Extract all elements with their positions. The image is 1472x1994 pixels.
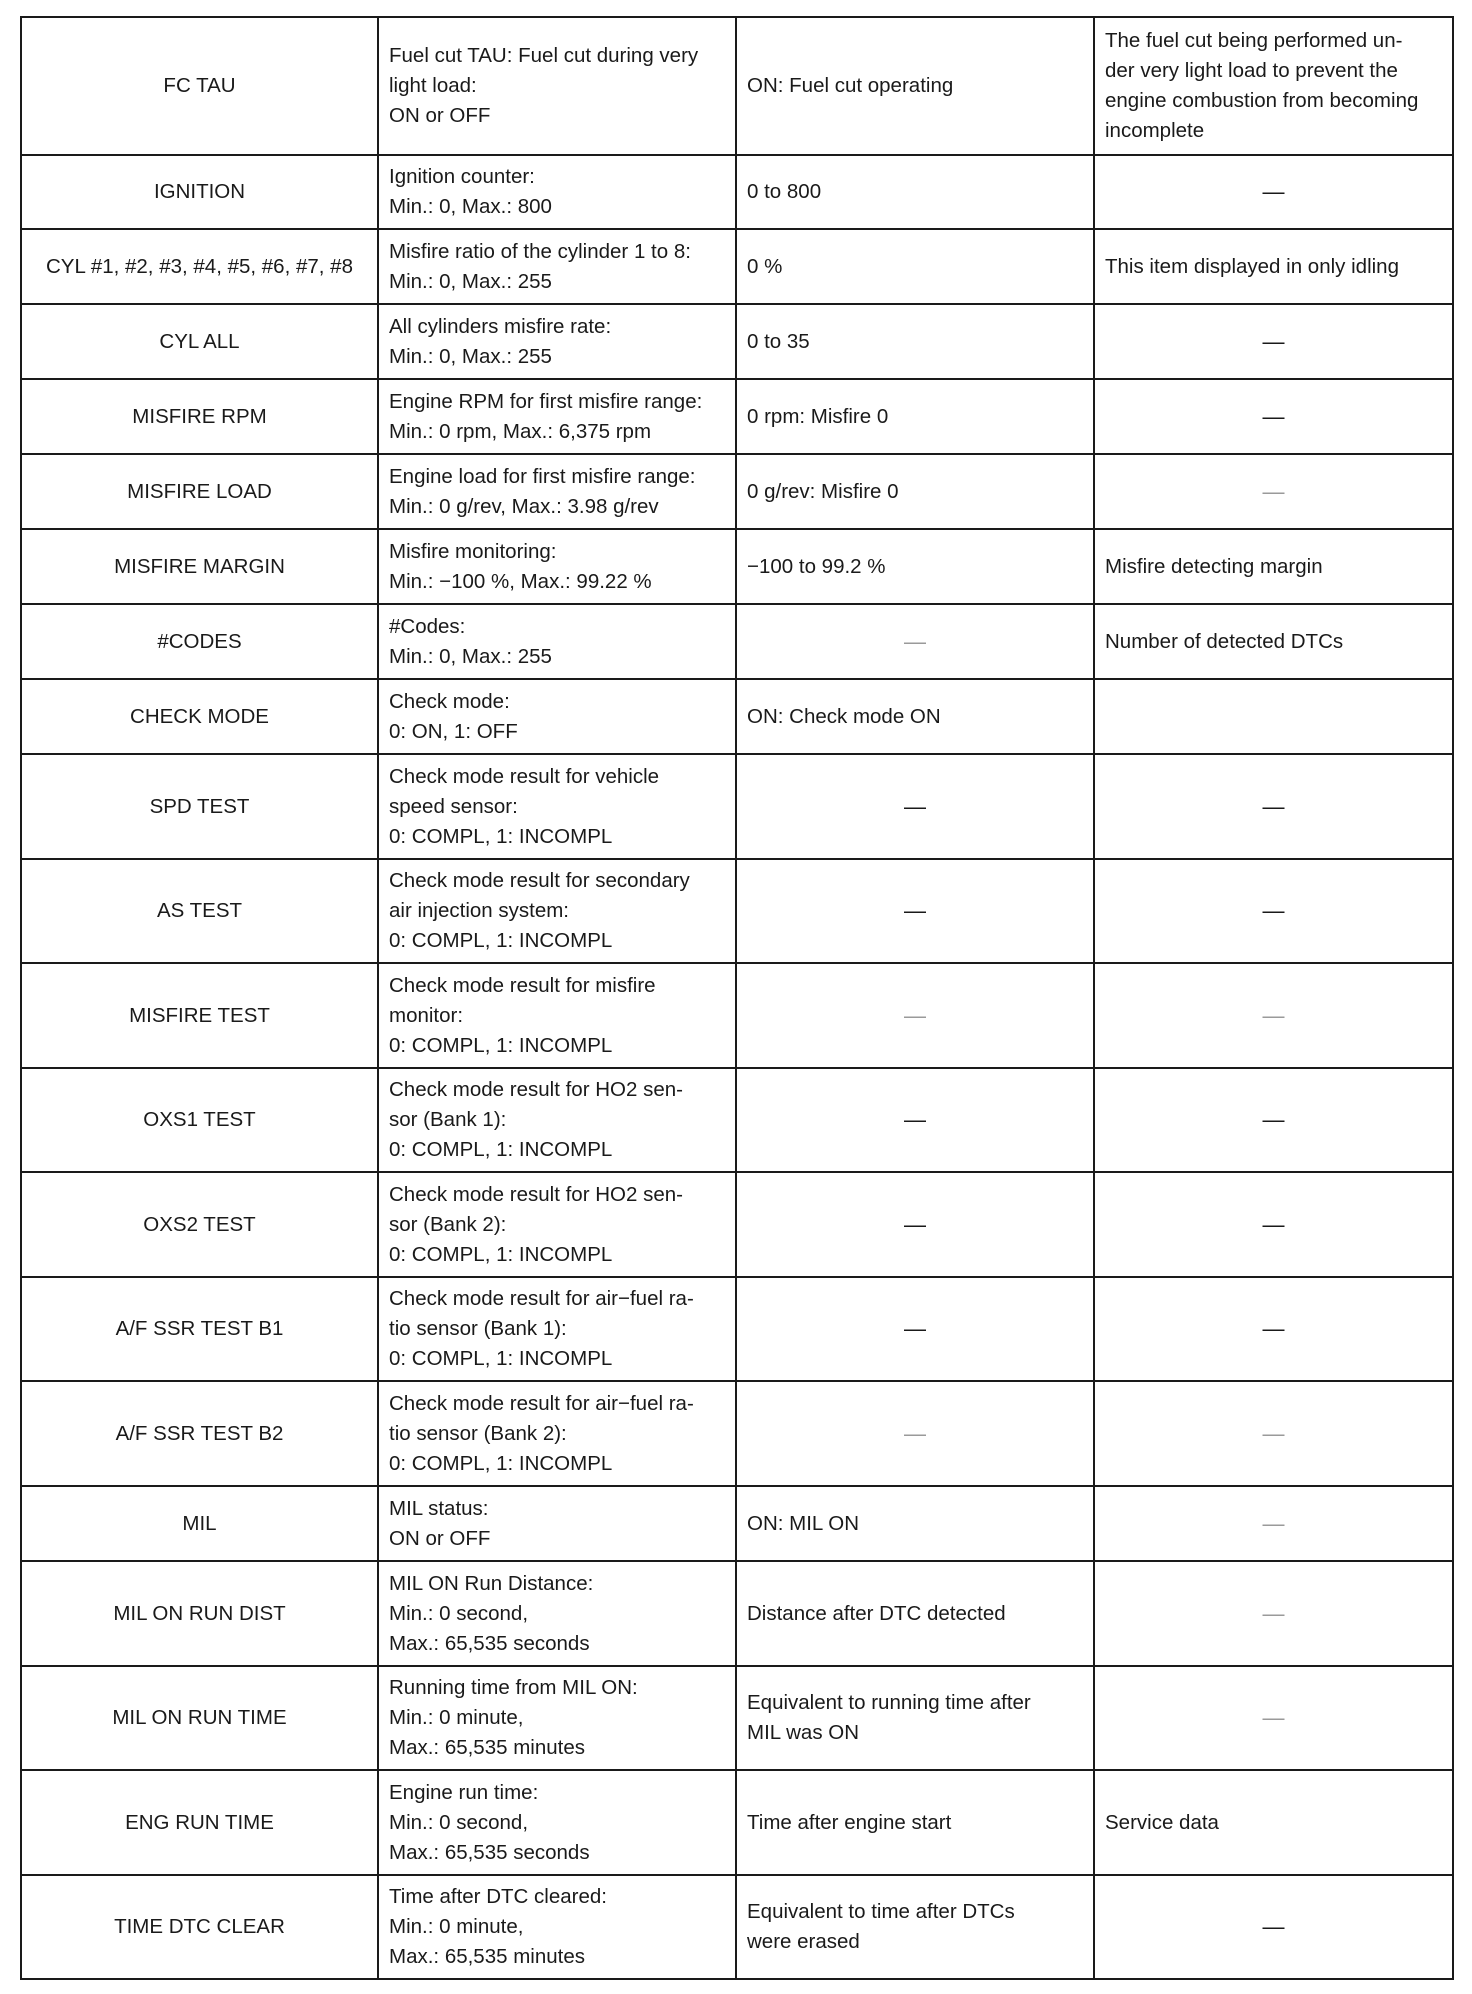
measurement-cell: Fuel cut TAU: Fuel cut during very light load: ON or OFF	[378, 17, 736, 155]
normal-condition-cell: Equivalent to time after DTCs were erased	[736, 1875, 1094, 1979]
notes-cell: This item displayed in only idling	[1094, 229, 1453, 304]
normal-condition-cell: —	[736, 1277, 1094, 1381]
table-row	[21, 304, 1453, 379]
item-cell: MISFIRE TEST	[21, 963, 378, 1068]
item-cell: CYL #1, #2, #3, #4, #5, #6, #7, #8	[21, 229, 378, 304]
item-cell: MISFIRE RPM	[21, 379, 378, 454]
measurement-cell: Check mode result for HO2 sen- sor (Bank 2): 0: COMPL, 1: INCOMPL	[378, 1172, 736, 1277]
notes-cell: —	[1094, 1666, 1453, 1770]
table-row	[21, 963, 1453, 1068]
table-row	[21, 1770, 1453, 1875]
notes-cell: —	[1094, 155, 1453, 229]
table-row	[21, 1381, 1453, 1486]
item-cell: CYL ALL	[21, 304, 378, 379]
normal-condition-cell: —	[736, 754, 1094, 859]
notes-cell: Service data	[1094, 1770, 1453, 1875]
item-cell: CHECK MODE	[21, 679, 378, 754]
measurement-cell: Misfire monitoring: Min.: −100 %, Max.: 99.22 %	[378, 529, 736, 604]
measurement-cell: Misfire ratio of the cylinder 1 to 8: Min.: 0, Max.: 255	[378, 229, 736, 304]
measurement-cell: Time after DTC cleared: Min.: 0 minute, Max.: 65,535 minutes	[378, 1875, 736, 1979]
table-row	[21, 1875, 1453, 1979]
normal-condition-cell: —	[736, 1068, 1094, 1172]
normal-condition-cell: Time after engine start	[736, 1770, 1094, 1875]
measurement-cell: MIL ON Run Distance: Min.: 0 second, Max.: 65,535 seconds	[378, 1561, 736, 1666]
table-row	[21, 1486, 1453, 1561]
measurement-cell: Engine run time: Min.: 0 second, Max.: 65,535 seconds	[378, 1770, 736, 1875]
normal-condition-cell: 0 rpm: Misfire 0	[736, 379, 1094, 454]
table-row	[21, 454, 1453, 529]
normal-condition-cell: ON: MIL ON	[736, 1486, 1094, 1561]
notes-cell: —	[1094, 754, 1453, 859]
table-row	[21, 1172, 1453, 1277]
notes-cell: —	[1094, 1068, 1453, 1172]
item-cell: MIL	[21, 1486, 378, 1561]
data-list-table	[20, 16, 1454, 1980]
normal-condition-cell: ON: Check mode ON	[736, 679, 1094, 754]
notes-cell: —	[1094, 963, 1453, 1068]
table-row	[21, 229, 1453, 304]
measurement-cell: #Codes: Min.: 0, Max.: 255	[378, 604, 736, 679]
normal-condition-cell: —	[736, 859, 1094, 963]
normal-condition-cell: 0 to 800	[736, 155, 1094, 229]
normal-condition-cell: Equivalent to running time after MIL was ON	[736, 1666, 1094, 1770]
table-row	[21, 379, 1453, 454]
measurement-cell: Running time from MIL ON: Min.: 0 minute, Max.: 65,535 minutes	[378, 1666, 736, 1770]
item-cell: TIME DTC CLEAR	[21, 1875, 378, 1979]
table-row	[21, 679, 1453, 754]
item-cell: FC TAU	[21, 17, 378, 155]
notes-cell: Number of detected DTCs	[1094, 604, 1453, 679]
item-cell: ENG RUN TIME	[21, 1770, 378, 1875]
notes-cell: The fuel cut being performed un- der very light load to prevent the engine combustion from becoming incomplete	[1094, 17, 1453, 155]
notes-cell: —	[1094, 859, 1453, 963]
normal-condition-cell: —	[736, 1172, 1094, 1277]
normal-condition-cell: 0 g/rev: Misfire 0	[736, 454, 1094, 529]
table-row	[21, 1277, 1453, 1381]
normal-condition-cell: −100 to 99.2 %	[736, 529, 1094, 604]
normal-condition-cell: —	[736, 604, 1094, 679]
item-cell: OXS1 TEST	[21, 1068, 378, 1172]
item-cell: A/F SSR TEST B2	[21, 1381, 378, 1486]
notes-cell: —	[1094, 1172, 1453, 1277]
item-cell: AS TEST	[21, 859, 378, 963]
table-row	[21, 17, 1453, 155]
measurement-cell: Check mode result for HO2 sen- sor (Bank 1): 0: COMPL, 1: INCOMPL	[378, 1068, 736, 1172]
item-cell: #CODES	[21, 604, 378, 679]
item-cell: A/F SSR TEST B1	[21, 1277, 378, 1381]
measurement-cell: Engine RPM for first misfire range: Min.: 0 rpm, Max.: 6,375 rpm	[378, 379, 736, 454]
item-cell: MISFIRE MARGIN	[21, 529, 378, 604]
table-row	[21, 1666, 1453, 1770]
notes-cell: —	[1094, 379, 1453, 454]
notes-cell	[1094, 679, 1453, 754]
table-row	[21, 604, 1453, 679]
measurement-cell: Check mode result for misfire monitor: 0: COMPL, 1: INCOMPL	[378, 963, 736, 1068]
measurement-cell: Check mode result for secondary air injection system: 0: COMPL, 1: INCOMPL	[378, 859, 736, 963]
normal-condition-cell: Distance after DTC detected	[736, 1561, 1094, 1666]
table-row	[21, 859, 1453, 963]
measurement-cell: Check mode result for air−fuel ra- tio sensor (Bank 1): 0: COMPL, 1: INCOMPL	[378, 1277, 736, 1381]
table-row	[21, 754, 1453, 859]
table-row	[21, 1068, 1453, 1172]
item-cell: SPD TEST	[21, 754, 378, 859]
measurement-cell: Check mode result for air−fuel ra- tio sensor (Bank 2): 0: COMPL, 1: INCOMPL	[378, 1381, 736, 1486]
table-row	[21, 529, 1453, 604]
notes-cell: —	[1094, 1277, 1453, 1381]
item-cell: MISFIRE LOAD	[21, 454, 378, 529]
item-cell: IGNITION	[21, 155, 378, 229]
table-row	[21, 155, 1453, 229]
table-row	[21, 1561, 1453, 1666]
notes-cell: —	[1094, 454, 1453, 529]
measurement-cell: Check mode result for vehicle speed sensor: 0: COMPL, 1: INCOMPL	[378, 754, 736, 859]
notes-cell: —	[1094, 1486, 1453, 1561]
item-cell: OXS2 TEST	[21, 1172, 378, 1277]
normal-condition-cell: 0 %	[736, 229, 1094, 304]
notes-cell: —	[1094, 1381, 1453, 1486]
normal-condition-cell: —	[736, 1381, 1094, 1486]
notes-cell: —	[1094, 1875, 1453, 1979]
item-cell: MIL ON RUN TIME	[21, 1666, 378, 1770]
notes-cell: Misfire detecting margin	[1094, 529, 1453, 604]
measurement-cell: Ignition counter: Min.: 0, Max.: 800	[378, 155, 736, 229]
normal-condition-cell: —	[736, 963, 1094, 1068]
measurement-cell: All cylinders misfire rate: Min.: 0, Max.: 255	[378, 304, 736, 379]
measurement-cell: Check mode: 0: ON, 1: OFF	[378, 679, 736, 754]
measurement-cell: Engine load for first misfire range: Min.: 0 g/rev, Max.: 3.98 g/rev	[378, 454, 736, 529]
measurement-cell: MIL status: ON or OFF	[378, 1486, 736, 1561]
item-cell: MIL ON RUN DIST	[21, 1561, 378, 1666]
normal-condition-cell: ON: Fuel cut operating	[736, 17, 1094, 155]
notes-cell: —	[1094, 1561, 1453, 1666]
normal-condition-cell: 0 to 35	[736, 304, 1094, 379]
notes-cell: —	[1094, 304, 1453, 379]
